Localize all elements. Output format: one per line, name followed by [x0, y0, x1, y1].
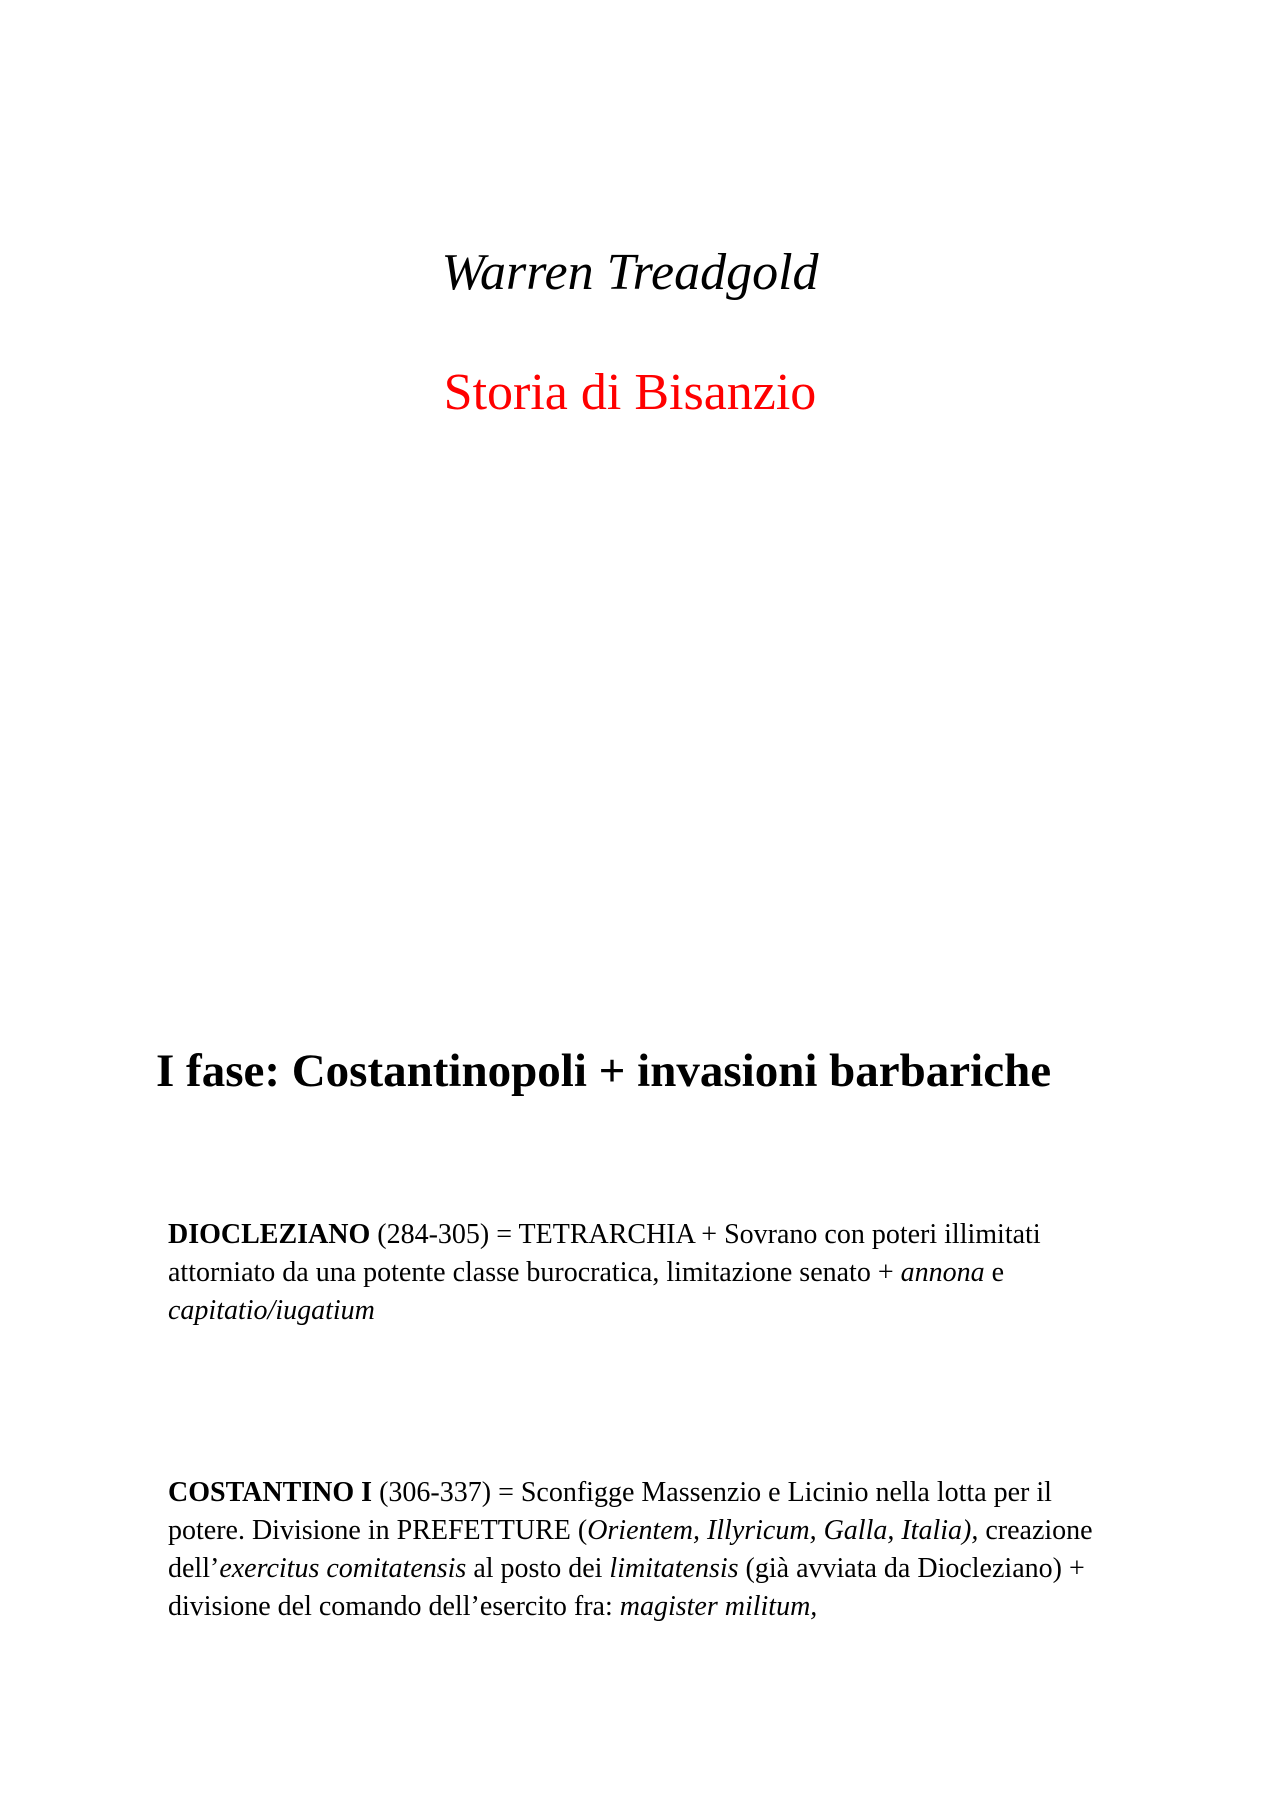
latin-term: capitatio/iugatium	[168, 1295, 375, 1326]
entry-costantino	[168, 1474, 1128, 1626]
latin-term: limitatensis	[609, 1553, 739, 1584]
section-heading: I fase: Costantinopoli + invasioni barbariche	[156, 1045, 1052, 1097]
ruler-name: DIOCLEZIANO	[168, 1219, 371, 1250]
entry-text: (già avviata da Diocleziano) + divisione del comando dell’esercito fra:	[168, 1553, 1085, 1622]
prefetture-list: Orientem, Illyricum, Galla, Italia),	[587, 1515, 979, 1546]
latin-term: annona	[900, 1257, 985, 1288]
entry-text: al posto dei	[466, 1553, 610, 1584]
author-name: Warren Treadgold	[441, 244, 819, 301]
ruler-name: COSTANTINO I	[168, 1477, 373, 1508]
latin-term: exercitus comitatensis	[219, 1553, 467, 1584]
entry-text: (306-337) = Sconfigge Massenzio e Licinio nella lotta per il potere. Divisione in PREFETTURE (	[168, 1477, 1052, 1546]
entry-text: (284-305) = TETRARCHIA + Sovrano con poteri illimitati attorniato da una potente classe burocratica, limitazione senato +	[168, 1219, 1041, 1288]
entry-diocleziano	[168, 1216, 1128, 1330]
entry-text: e	[984, 1257, 1005, 1288]
book-title: Storia di Bisanzio	[443, 364, 817, 421]
latin-term: magister militum,	[619, 1591, 818, 1622]
entry-text: creazione dell’	[168, 1515, 1093, 1584]
